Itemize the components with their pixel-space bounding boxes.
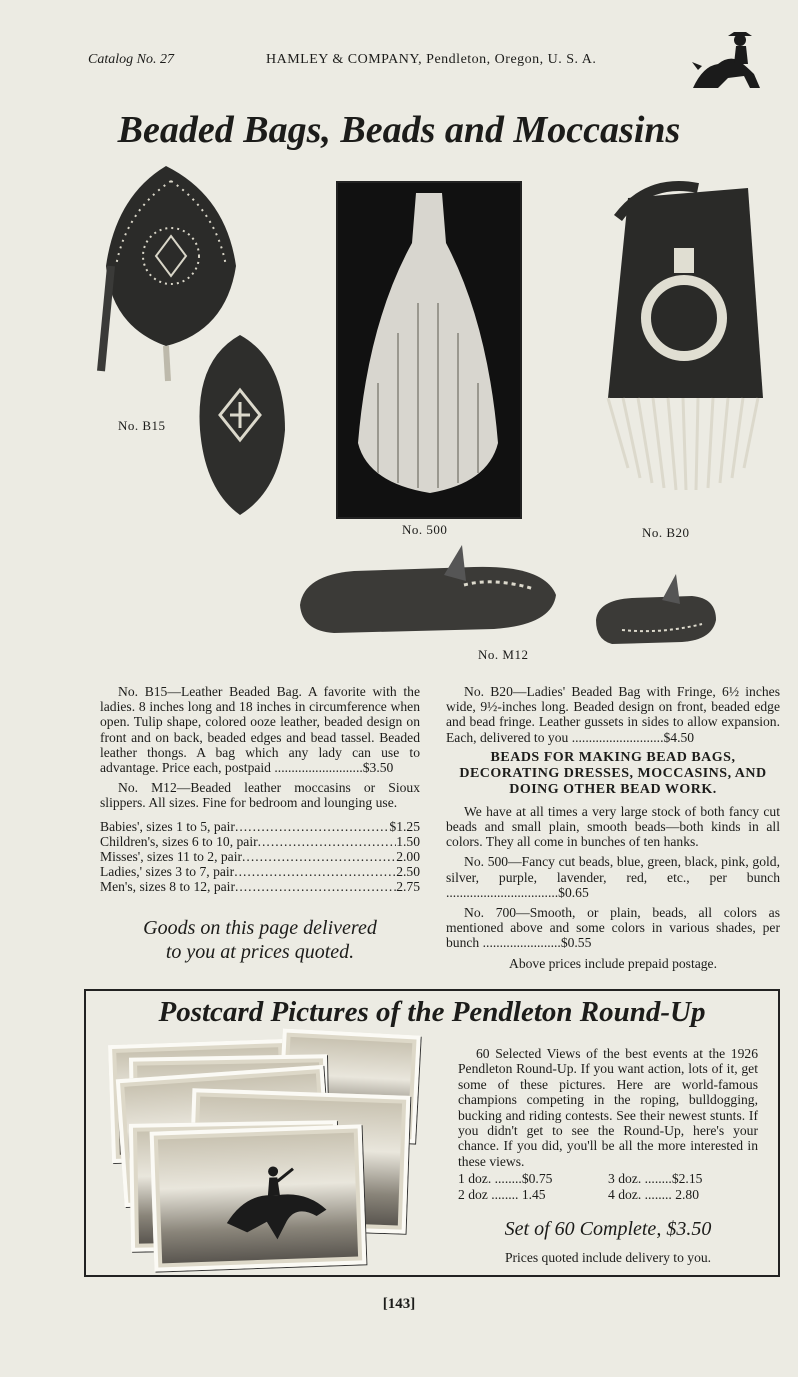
size-row-babies: Babies', sizes 1 to 5, pair ..... $1.25: [100, 819, 420, 834]
caption-m12: No. M12: [478, 647, 529, 662]
set-price: Set of 60 Complete, $3.50: [504, 1218, 712, 1240]
n700-price: $0.55: [560, 935, 592, 951]
postcard-price-row-1: 1 doz. ........$0.75 3 doz. ........$2.15: [458, 1171, 703, 1187]
postcard-delivery-note: Prices quoted include delivery to you.: [504, 1250, 712, 1265]
moccasin-m12-large-image: [294, 545, 564, 641]
moccasin-m12-small-image: [592, 574, 720, 648]
bead-hanks-image: [338, 183, 520, 517]
catalog-number: Catalog No. 27: [88, 52, 174, 67]
postcard-description: 60 Selected Views of the best events at the 1926 Pendleton Round-Up. If you want action, lots of it, get some of these pictures. Here are world-famous champions competing in the roping, bulldogging, bucking and riding contests. See their newest stunts. If you didn't get to see the Round-Up, here's your chance. If you did, you'll be all the more interested in these views.: [458, 1046, 758, 1169]
postcard-title: Postcard Pictures of the Pendleton Round-Up: [158, 996, 706, 1028]
b20-price: $4.50: [663, 729, 695, 745]
right-column: No. B20—Ladies' Beaded Bag with Fringe, 6½ inches wide, 9½-inches long. Beaded design on front, beaded edge and bead fringe. Leather gussets in sides to allow expansion. Each, delivered to you ...........................$4.50 BEADS FOR MAKING BEAD BAGS, DECORATING DRESSES, MOCCASINS, AND DOING OTHER BEAD WORK. We have at all times a very large stock of both fancy cut beads and small plain, smooth beads—both kinds in all colors. They all come in bunches of ten hanks. No. 500—Fancy cut beads, blue, green, black, pink, gold, silver, purple, lavender, red, etc., per bunch .................................$0.65 No. 700—Smooth, or plain, beads, all colors as mentioned above and some colors in various shades, per bunch .......................$0.55 Above prices include prepaid postage.: [446, 684, 780, 971]
postcard-description-block: [458, 1046, 758, 1202]
b15-description: No. B15—Leather Beaded Bag. A favorite with the ladies. 8 inches long and 18 inches in circumference when open. Tulip shape, colored ooze leather, beaded design on front and on back, beaded edges and bead tassel. Beaded leather thongs. A bag which any lady can use to advantage. Price each, postpaid: [100, 684, 420, 776]
delivery-note: Goods on this page delivered to you at prices quoted.: [143, 917, 377, 963]
size-row-misses: Misses', sizes 11 to 2, pair ..... 2.00: [100, 849, 420, 864]
left-column: No. B15—Leather Beaded Bag. A favorite with the ladies. 8 inches long and 18 inches in circumference when open. Tulip shape, colored ooze leather, beaded design on front and on back, beaded edges and bead tassel. Beaded leather thongs. A bag which any lady can use to advantage. Price each, postpaid ..........................$3.50 No. M12—Beaded leather moccasins or Sioux slippers. All sizes. Fine for bedroom and lounging use. Babies', sizes 1 to 5, pair ..... $1.25 Children's, sizes 6 to 10, pair ..... 1.50 Misses', sizes 11 to 2, pair ..... 2.00 Ladies,' sizes 3 to 7, pair ..... 2.50 Men's, sizes 8 to 12, pair ..... 2.75: [100, 684, 420, 895]
bronc-rider-icon: [215, 1159, 338, 1243]
company-header: HAMLEY & COMPANY, Pendleton, Oregon, U. S. A.: [266, 52, 597, 67]
n500-description: No. 500—Fancy cut beads, blue, green, black, pink, gold, silver, purple, lavender, red, etc., per bunch: [446, 854, 780, 885]
beads-heading: BEADS FOR MAKING BEAD BAGS, DECORATING DRESSES, MOCCASINS, AND DOING OTHER BEAD WORK.: [459, 749, 767, 797]
page-title: Beaded Bags, Beads and Moccasins: [117, 109, 681, 151]
size-row-ladies: Ladies,' sizes 3 to 7, pair ..... 2.50: [100, 864, 420, 879]
beaded-bag-b20-image: [588, 178, 780, 500]
size-row-men: Men's, sizes 8 to 12, pair ..... 2.75: [100, 879, 420, 894]
caption-b20: No. B20: [642, 525, 690, 540]
postcard-price-row-2: 2 doz ........ 1.45 4 doz. ........ 2.80: [458, 1186, 700, 1202]
caption-500: No. 500: [402, 522, 448, 537]
n700-description: No. 700—Smooth, or plain, beads, all colors as mentioned above and some colors in various shades, per bunch: [446, 905, 780, 951]
size-row-children: Children's, sizes 6 to 10, pair ..... 1.50: [100, 834, 420, 849]
m12-description: No. M12—Beaded leather moccasins or Sioux slippers. All sizes. Fine for bedroom and lounging use.: [100, 780, 420, 811]
beaded-bag-b15-back-image: [190, 330, 290, 520]
beads-intro: We have at all times a very large stock of both fancy cut beads and small plain, smooth beads—both kinds in all colors. They all come in bunches of ten hanks.: [446, 803, 780, 850]
postage-note: Above prices include prepaid postage.: [509, 955, 717, 971]
caption-b15: No. B15: [118, 418, 166, 433]
n500-price: $0.65: [558, 884, 589, 900]
postcard-stack-image: [100, 1032, 430, 1270]
b15-price: $3.50: [362, 760, 394, 776]
b20-description: No. B20—Ladies' Beaded Bag with Fringe, 6½ inches wide, 9½-inches long. Beaded design on front, beaded edge and bead fringe. Leather gussets in sides to allow expansion. Each, delivered to you: [446, 684, 780, 745]
page-number: [143]: [382, 1296, 416, 1312]
cowboy-rider-logo-icon: [688, 26, 768, 96]
beads-500-photo: [336, 181, 522, 519]
